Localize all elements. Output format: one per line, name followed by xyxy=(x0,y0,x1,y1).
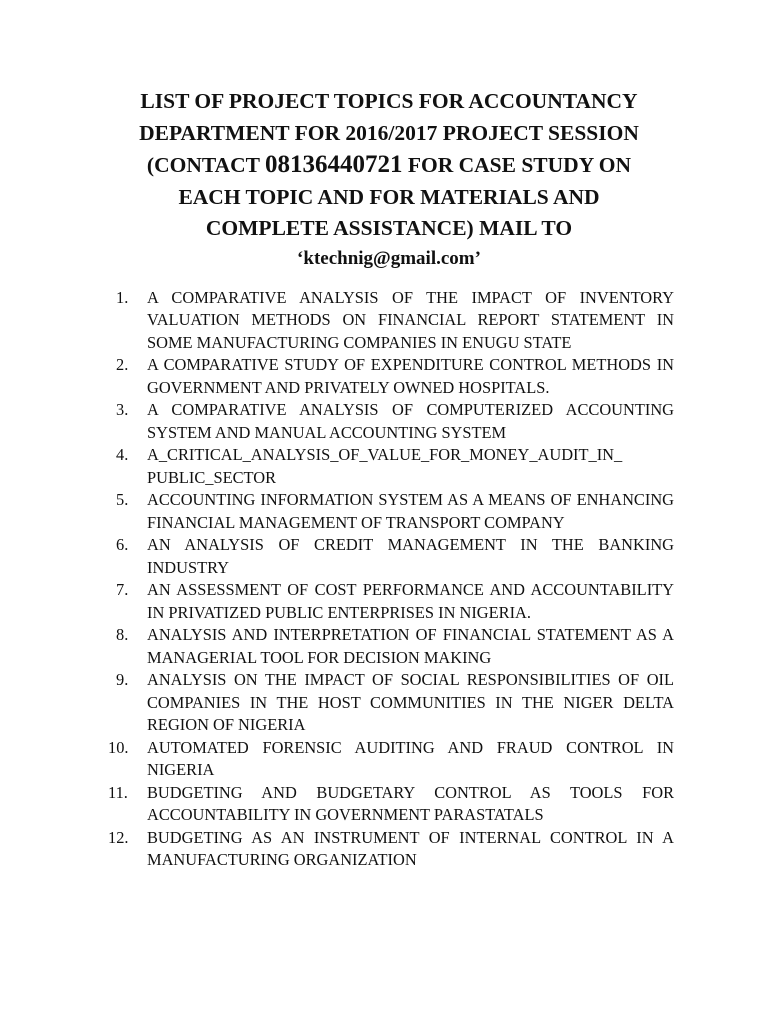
item-text: ANALYSIS AND INTERPRETATION OF FINANCIAL STATEMENT AS A MANAGERIAL TOOL FOR DECISION MAKING xyxy=(147,625,674,667)
list-item xyxy=(108,489,674,534)
item-text: BUDGETING AND BUDGETARY CONTROL AS TOOLS FOR ACCOUNTABILITY IN GOVERNMENT PARASTATALS xyxy=(147,782,674,824)
item-number: 3. xyxy=(116,400,129,419)
item-text: BUDGETING AS AN INSTRUMENT OF INTERNAL CONTROL IN A MANUFACTURING ORGANIZATION xyxy=(147,827,674,869)
document-title xyxy=(104,86,674,273)
list-item xyxy=(108,624,674,669)
list-item xyxy=(108,287,674,355)
title-line-4: EACH TOPIC AND FOR MATERIALS AND xyxy=(178,184,600,209)
list-item xyxy=(108,534,674,579)
item-text: AN ASSESSMENT OF COST PERFORMANCE AND ACCOUNTABILITY IN PRIVATIZED PUBLIC ENTERPRISES IN NIGERIA. xyxy=(147,580,674,622)
list-item xyxy=(108,579,674,624)
contact-prefix: (CONTACT xyxy=(146,153,265,177)
item-text: A COMPARATIVE ANALYSIS OF THE IMPACT OF INVENTORY VALUATION METHODS ON FINANCIAL REPORT STATEMENT IN SOME MANUFACTURING COMPANIES IN ENUGU STATE xyxy=(147,287,674,352)
item-number: 12. xyxy=(108,827,129,847)
item-number: 2. xyxy=(116,355,129,374)
item-text: A_CRITICAL_ANALYSIS_OF_VALUE_FOR_MONEY_AUDIT_IN_ PUBLIC_SECTOR xyxy=(147,445,623,487)
contact-phone: 08136440721 xyxy=(264,151,403,178)
item-number: 10. xyxy=(108,737,129,757)
item-number: 9. xyxy=(116,670,129,689)
title-line-5: COMPLETE ASSISTANCE) MAIL TO xyxy=(205,216,573,240)
title-line-2: DEPARTMENT FOR 2016/2017 PROJECT SESSION xyxy=(139,120,639,145)
list-item xyxy=(108,669,674,737)
item-text: ACCOUNTING INFORMATION SYSTEM AS A MEANS OF ENHANCING FINANCIAL MANAGEMENT OF TRANSPORT COMPANY xyxy=(147,490,674,532)
item-number: 1. xyxy=(116,287,129,307)
item-number: 8. xyxy=(116,625,129,644)
item-text: AN ANALYSIS OF CREDIT MANAGEMENT IN THE BANKING INDUSTRY xyxy=(147,535,674,577)
list-item xyxy=(108,354,674,399)
item-number: 7. xyxy=(116,580,129,599)
list-item xyxy=(108,827,674,872)
list-item xyxy=(108,782,674,827)
title-line-1: LIST OF PROJECT TOPICS FOR ACCOUNTANCY xyxy=(140,89,638,113)
list-item xyxy=(108,444,674,489)
item-text: ANALYSIS ON THE IMPACT OF SOCIAL RESPONSIBILITIES OF OIL COMPANIES IN THE HOST COMMUNITIES IN THE NIGER DELTA REGION OF NIGERIA xyxy=(147,670,674,734)
item-number: 4. xyxy=(116,445,129,464)
item-number: 11. xyxy=(108,782,128,802)
topic-list xyxy=(108,287,674,872)
list-item xyxy=(108,399,674,444)
item-text: A COMPARATIVE STUDY OF EXPENDITURE CONTROL METHODS IN GOVERNMENT AND PRIVATELY OWNED HOSPITALS. xyxy=(147,355,674,397)
item-text: A COMPARATIVE ANALYSIS OF COMPUTERIZED ACCOUNTING SYSTEM AND MANUAL ACCOUNTING SYSTEM xyxy=(147,400,674,442)
list-item xyxy=(108,737,674,782)
title-line-3 xyxy=(104,149,674,182)
item-number: 6. xyxy=(116,535,129,554)
item-number: 5. xyxy=(116,490,129,509)
item-text: AUTOMATED FORENSIC AUDITING AND FRAUD CONTROL IN NIGERIA xyxy=(147,737,674,779)
contact-email: ‘ktechnig@gmail.com’ xyxy=(297,247,481,269)
contact-suffix: FOR CASE STUDY ON xyxy=(402,153,632,177)
